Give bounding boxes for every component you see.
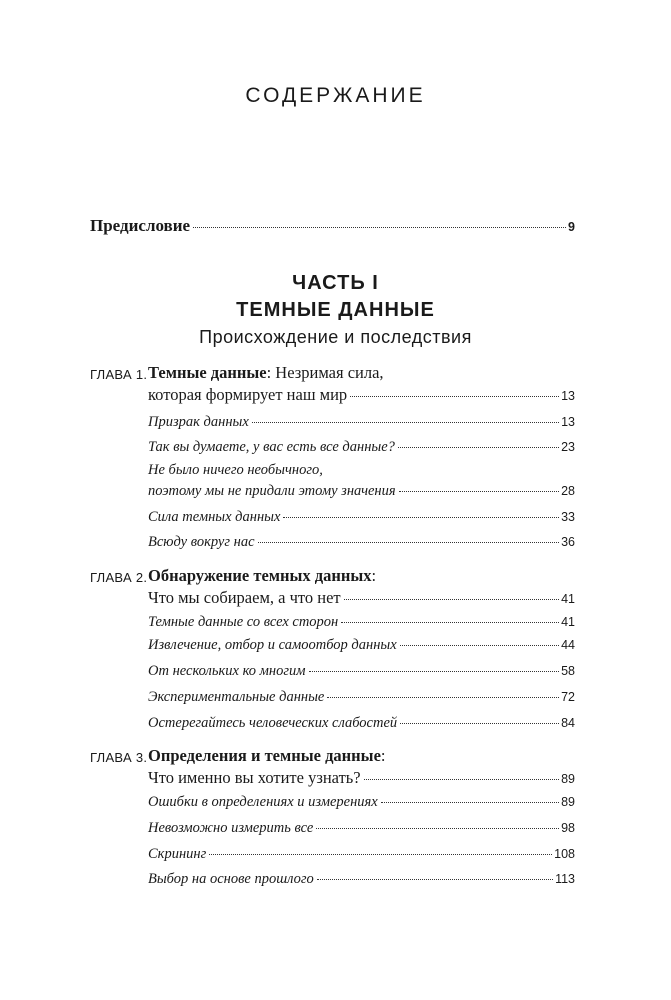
section-title: Невозможно измерить все: [148, 820, 314, 836]
toc-section[interactable]: [148, 689, 575, 706]
page-number: 98: [561, 821, 575, 835]
part-title: ТЕМНЫЕ ДАННЫЕ: [236, 299, 435, 321]
page-title: СОДЕРЖАНИЕ: [245, 84, 426, 107]
section-title: От нескольких ко многим: [148, 663, 306, 679]
toc-section[interactable]: [148, 846, 575, 863]
dot-leader: [317, 879, 553, 880]
chapter-subtitle: Что именно вы хотите узнать?: [148, 768, 361, 787]
section-title-line1: Не было ничего необычного,: [148, 462, 323, 478]
preface-title: Предисловие: [90, 216, 191, 235]
toc-section[interactable]: [148, 663, 575, 680]
part-number: ЧАСТЬ I: [292, 272, 379, 294]
dot-leader: [400, 723, 559, 724]
page-number: 41: [561, 592, 575, 606]
chapter-heading[interactable]: [148, 363, 575, 405]
toc-section[interactable]: [148, 534, 575, 551]
section-title: Экспериментальные данные: [148, 689, 325, 705]
section-title: Так вы думаете, у вас есть все данные?: [148, 439, 395, 455]
page-number: 72: [561, 690, 575, 704]
chapter-title-rest: : Незримая сила,: [266, 363, 384, 382]
page-number: 89: [561, 795, 575, 809]
dot-leader: [364, 779, 559, 780]
toc-section[interactable]: [148, 439, 575, 456]
chapter-subtitle: Что мы собираем, а что нет: [148, 588, 341, 607]
section-title: Остерегайтесь человеческих слабостей: [148, 715, 398, 731]
dot-leader: [258, 542, 560, 543]
page-number: 9: [568, 220, 575, 234]
page-number: 41: [561, 615, 575, 629]
dot-leader: [209, 854, 552, 855]
page-number: 89: [561, 772, 575, 786]
toc-section[interactable]: [148, 637, 575, 654]
dot-leader: [399, 491, 559, 492]
toc-section[interactable]: [148, 614, 575, 631]
chapter-heading[interactable]: [148, 566, 575, 608]
toc-section[interactable]: [148, 715, 575, 732]
dot-leader: [252, 422, 559, 423]
page-number: 84: [561, 716, 575, 730]
chapter-title: Определения и темные данные: [148, 746, 381, 765]
page-number: 28: [561, 484, 575, 498]
toc-entry-preface[interactable]: [90, 216, 575, 236]
dot-leader: [309, 671, 560, 672]
chapter-title-rest: :: [380, 746, 386, 765]
section-title: Ошибки в определениях и измерениях: [148, 794, 378, 810]
chapter-subtitle: которая формирует наш мир: [148, 385, 348, 404]
dot-leader: [381, 802, 559, 803]
section-title: Сила темных данных: [148, 509, 281, 525]
section-title: Темные данные со всех сторон: [148, 614, 339, 630]
dot-leader: [344, 599, 559, 600]
toc-section[interactable]: [148, 414, 575, 431]
section-title: Скрининг: [148, 846, 207, 862]
chapter-label: ГЛАВА 3.: [90, 750, 148, 765]
dot-leader: [398, 447, 559, 448]
page-number: 13: [561, 389, 575, 403]
chapter-heading[interactable]: [148, 746, 575, 788]
section-title: Извлечение, отбор и самоотбор данных: [148, 637, 397, 653]
dot-leader: [316, 828, 559, 829]
dot-leader: [283, 517, 559, 518]
chapter-title-rest: :: [371, 566, 377, 585]
page-number: 113: [555, 872, 575, 886]
chapter-label: ГЛАВА 2.: [90, 570, 148, 585]
dot-leader: [327, 697, 559, 698]
dot-leader: [193, 227, 566, 228]
part-subtitle: Происхождение и последствия: [199, 327, 472, 347]
dot-leader: [341, 622, 559, 623]
chapter-label: ГЛАВА 1.: [90, 367, 148, 382]
page-number: 108: [554, 847, 575, 861]
section-title: Выбор на основе прошлого: [148, 871, 314, 887]
page-number: 36: [561, 535, 575, 549]
page-number: 58: [561, 664, 575, 678]
chapter-title: Обнаружение темных данных: [148, 566, 372, 585]
page-number: 44: [561, 638, 575, 652]
toc-section[interactable]: [148, 820, 575, 837]
dot-leader: [350, 396, 559, 397]
toc-section[interactable]: [148, 462, 575, 500]
page-number: 33: [561, 510, 575, 524]
section-title: поэтому мы не придали этому значения: [148, 483, 396, 499]
toc-section[interactable]: [148, 794, 575, 811]
page-number: 13: [561, 415, 575, 429]
toc-section[interactable]: [148, 509, 575, 526]
section-title: Призрак данных: [148, 414, 249, 430]
section-title: Всюду вокруг нас: [148, 534, 255, 550]
toc-section[interactable]: [148, 871, 575, 888]
chapter-title: Темные данные: [148, 363, 267, 382]
page-number: 23: [561, 440, 575, 454]
dot-leader: [400, 645, 559, 646]
